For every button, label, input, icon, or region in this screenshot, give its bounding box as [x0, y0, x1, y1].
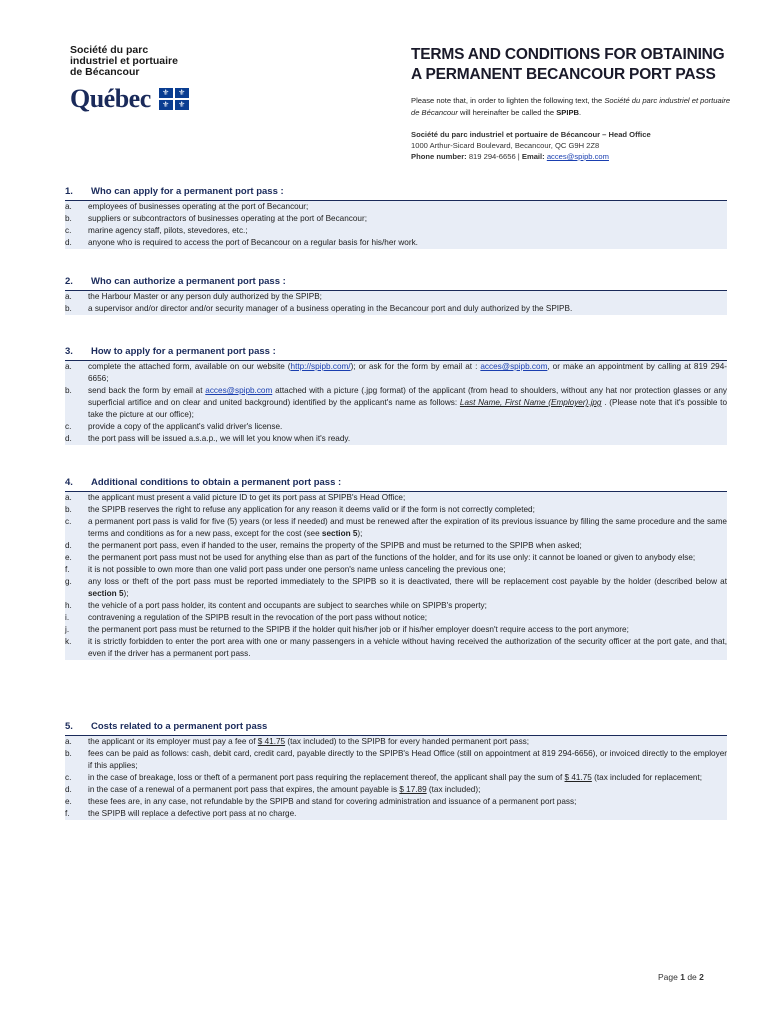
- head-office-info: [411, 129, 731, 162]
- email-link[interactable]: acces@spipb.com: [205, 386, 273, 395]
- section-5: [65, 718, 727, 820]
- quebec-flag-icon: ⚜ ⚜ ⚜ ⚜: [159, 88, 189, 110]
- intro-note: Please note that, in order to lighten the following text, the Société du parc industriel et portuaire de Bécancour will hereinafter be called the SPIPB.: [411, 96, 731, 117]
- list-item: a. the applicant or its employer must pay a fee of $ 41.75 (tax included) to the SPIPB for every handed permanent port pass;: [65, 737, 530, 746]
- page-number: Page 1 de 2: [658, 972, 704, 982]
- list-item: c. in the case of breakage, loss or theft of a permanent port pass requiring the replacement thereof, the applicant shall pay the sum of $ 41.75 (tax included for replacement;: [65, 773, 702, 782]
- spipb-logo: [70, 45, 250, 114]
- quebec-wordmark: Québec: [70, 84, 151, 113]
- list-item: b. send back the form by email at acces@spipb.com attached with a picture (.jpg format) of the applicant (from head to shoulders, without any hat nor protection glasses or any superficial artifice and on clear and united background) identified by the applicant's name as follows: Last Name, First Name (Employer).jpg . (Please note that it's possible to take the picture at our office);: [65, 386, 728, 419]
- list-item: e. these fees are, in any case, not refundable by the SPIPB and stand for covering administration and issuance of a permanent port pass;: [65, 797, 577, 806]
- website-link[interactable]: http://spipb.com/: [290, 362, 351, 371]
- list-item: i. contravening a regulation of the SPIPB result in the revocation of the port pass without notice;: [65, 613, 428, 622]
- email-link[interactable]: acces@spipb.com: [480, 362, 548, 371]
- org-name-line2: industriel et portuaire: [70, 55, 178, 67]
- list-item: c. provide a copy of the applicant's valid driver's license.: [65, 422, 283, 431]
- office-contact: Phone number: 819 294-6656 | Email: acces@spipb.com: [411, 152, 609, 161]
- list-item: j. the permanent port pass must be returned to the SPIPB if the holder quit his/her job or if his/her employer doesn't require access to the port anymore;: [65, 625, 629, 634]
- list-item: c. marine agency staff, pilots, stevedores, etc.;: [65, 226, 248, 235]
- list-item: k. it is strictly forbidden to enter the port area with one or many passengers in a vehicle without having received the authorization of the security officer at the port gate, and that, even if the driver has a permanent port pass.: [65, 637, 727, 658]
- office-address: 1000 Arthur-Sicard Boulevard, Becancour, QC G9H 2Z8: [411, 141, 600, 150]
- list-item: d. the permanent port pass, even if handed to the user, remains the property of the SPIPB and must be returned to the SPIPB when asked;: [65, 541, 582, 550]
- section-heading: 2. Who can authorize a permanent port pass :: [65, 273, 727, 291]
- list-item: a. complete the attached form, available on our website (http://spipb.com/); or ask for the form by email at : acces@spipb.com, or make an appointment by calling at 819 294-6656;: [65, 362, 727, 383]
- list-item: f. it is not possible to own more than one valid port pass under one person's name unless canceling the previous one;: [65, 565, 506, 574]
- document-header: [411, 45, 731, 162]
- list-item: b. a supervisor and/or director and/or security manager of a business operating in the Becancour port and duly authorized by the SPIPB.: [65, 304, 573, 313]
- list-item: d. the port pass will be issued a.s.a.p., we will let you know when it's ready.: [65, 434, 351, 443]
- section-heading: 5. Costs related to a permanent port pass: [65, 718, 727, 736]
- section-3: [65, 343, 727, 445]
- list-item: d. in the case of a renewal of a permanent port pass that expires, the amount payable is $ 17.89 (tax included);: [65, 785, 481, 794]
- list-item: g. any loss or theft of the port pass must be reported immediately to the SPIPB so it is deactivated, there will be replacement cost payable by the holder (described below at section 5);: [65, 577, 727, 598]
- list-item: c. a permanent port pass is valid for five (5) years (or less if needed) and must be renewed after the expiration of its previous issuance by filling the same procedure and the same terms and conditions as for a new pass, except for the cost (see section 5);: [65, 517, 727, 538]
- list-item: h. the vehicle of a port pass holder, its content and occupants are subject to searches while on SPIPB's property;: [65, 601, 487, 610]
- list-item: d. anyone who is required to access the port of Becancour on a regular basis for his/her work.: [65, 238, 418, 247]
- org-name-line1: Société du parc: [70, 44, 149, 56]
- list-item: b. fees can be paid as follows: cash, debit card, credit card, payable directly to the SPIPB's Head Office (still on appointment at 819 294-6656), or invoiced directly to the employer if this applies;: [65, 749, 727, 770]
- list-item: f. the SPIPB will replace a defective port pass at no charge.: [65, 809, 297, 818]
- section-4: [65, 474, 727, 660]
- section-heading: 4. Additional conditions to obtain a permanent port pass :: [65, 474, 727, 492]
- list-item: a. employees of businesses operating at the port of Becancour;: [65, 202, 309, 211]
- list-item: e. the permanent port pass must not be used for anything else than as part of the functions of the holder, and for its use only: it cannot be loaned or given to anybody else;: [65, 553, 696, 562]
- list-item: a. the applicant must present a valid picture ID to get its port pass at SPIPB's Head Office;: [65, 493, 406, 502]
- office-name: Société du parc industriel et portuaire de Bécancour – Head Office: [411, 130, 651, 139]
- section-heading: 1. Who can apply for a permanent port pass :: [65, 183, 727, 201]
- section-2: [65, 273, 727, 315]
- section-1: [65, 183, 727, 249]
- section-heading: 3. How to apply for a permanent port pass :: [65, 343, 727, 361]
- list-item: b. suppliers or subcontractors of businesses operating at the port of Becancour;: [65, 214, 367, 223]
- org-name-line3: de Bécancour: [70, 66, 140, 78]
- list-item: a. the Harbour Master or any person duly authorized by the SPIPB;: [65, 292, 322, 301]
- document-title-line1: TERMS AND CONDITIONS FOR OBTAINING: [411, 46, 725, 63]
- list-item: b. the SPIPB reserves the right to refuse any application for any reason it deems valid or if the form is not correctly completed;: [65, 505, 535, 514]
- document-title-line2: A PERMANENT BECANCOUR PORT PASS: [411, 66, 716, 83]
- email-link[interactable]: acces@spipb.com: [546, 152, 609, 161]
